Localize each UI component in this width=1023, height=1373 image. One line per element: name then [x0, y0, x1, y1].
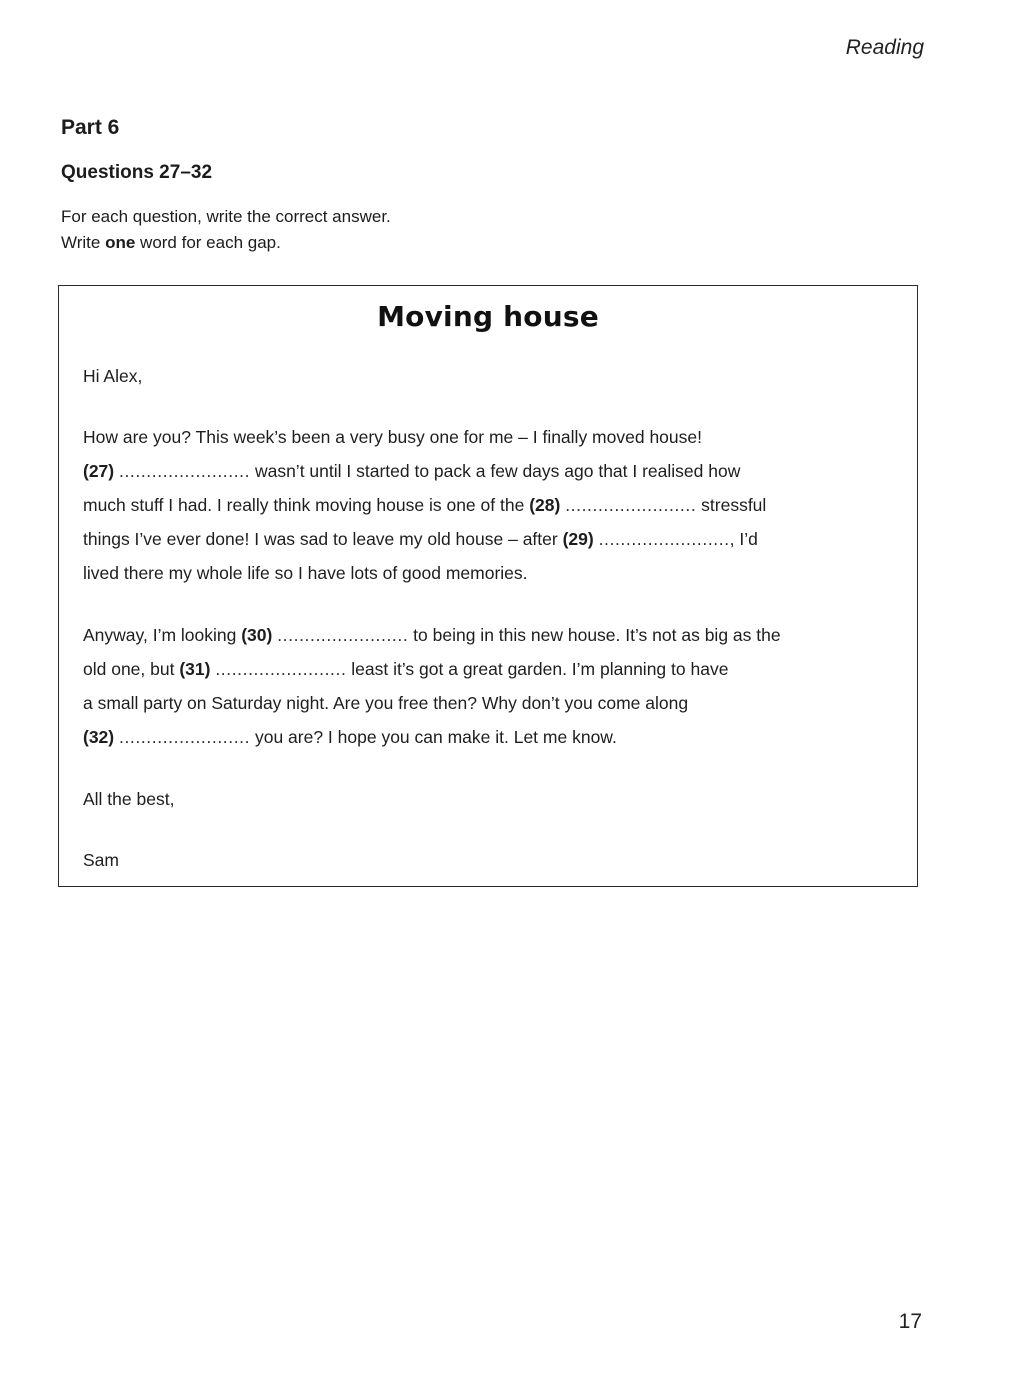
instruction-text: Write — [61, 233, 106, 252]
para1-line-5: lived there my whole life so I have lots of good memories. — [83, 563, 528, 583]
text-box — [58, 285, 918, 887]
gap-number-32: (32) — [83, 727, 115, 747]
para2-line-2 — [83, 657, 728, 681]
gap-number-31: (31) — [179, 659, 211, 679]
part-title: Part 6 — [61, 116, 120, 139]
text-run: old one, but — [83, 659, 180, 679]
text-run: to being in this new house. It’s not as big as the — [408, 625, 781, 645]
para2-line-3: a small party on Saturday night. Are you free then? Why don’t you come along — [83, 693, 689, 713]
gap-28[interactable]: ........................ — [565, 495, 697, 515]
letter-closing: All the best, — [83, 789, 175, 809]
para1-line-2 — [83, 459, 740, 483]
text-run: you are? I hope you can make it. Let me know. — [250, 727, 617, 747]
gap-27[interactable]: ........................ — [119, 461, 251, 481]
para1-line-1: How are you? This week’s been a very busy one for me – I finally moved house! — [83, 427, 702, 447]
running-head: Reading — [845, 36, 924, 59]
gap-29[interactable]: ........................ — [598, 529, 730, 549]
gap-30[interactable]: ........................ — [277, 625, 409, 645]
gap-31[interactable]: ........................ — [215, 659, 347, 679]
instruction-line-2 — [61, 230, 391, 256]
page-number: 17 — [898, 1310, 922, 1333]
instruction-emphasis: one — [105, 233, 136, 252]
para2-line-4 — [83, 725, 617, 749]
gap-number-28: (28) — [529, 495, 561, 515]
gap-32[interactable]: ........................ — [119, 727, 251, 747]
gap-number-30: (30) — [241, 625, 273, 645]
text-run: , I’d — [729, 529, 758, 549]
gap-number-29: (29) — [562, 529, 594, 549]
questions-title: Questions 27–32 — [61, 162, 213, 183]
text-run: things I’ve ever done! I was sad to leave my old house – after — [83, 529, 563, 549]
para2-line-1 — [83, 623, 781, 647]
text-run: much stuff I had. I really think moving house is one of the — [83, 495, 530, 515]
para1-line-4 — [83, 527, 758, 551]
text-run: Anyway, I’m looking — [83, 625, 242, 645]
gap-number-27: (27) — [83, 461, 115, 481]
instruction-line-1: For each question, write the correct answer. — [61, 207, 391, 226]
text-title: Moving house — [377, 300, 599, 333]
para1-line-3 — [83, 493, 766, 517]
letter-signature: Sam — [83, 850, 119, 870]
instructions — [61, 204, 391, 256]
instruction-text: word for each gap. — [135, 233, 281, 252]
text-run: stressful — [696, 495, 767, 515]
letter-greeting: Hi Alex, — [83, 366, 143, 386]
text-run: wasn’t until I started to pack a few days ago that I realised how — [250, 461, 741, 481]
text-run: least it’s got a great garden. I’m planning to have — [346, 659, 729, 679]
